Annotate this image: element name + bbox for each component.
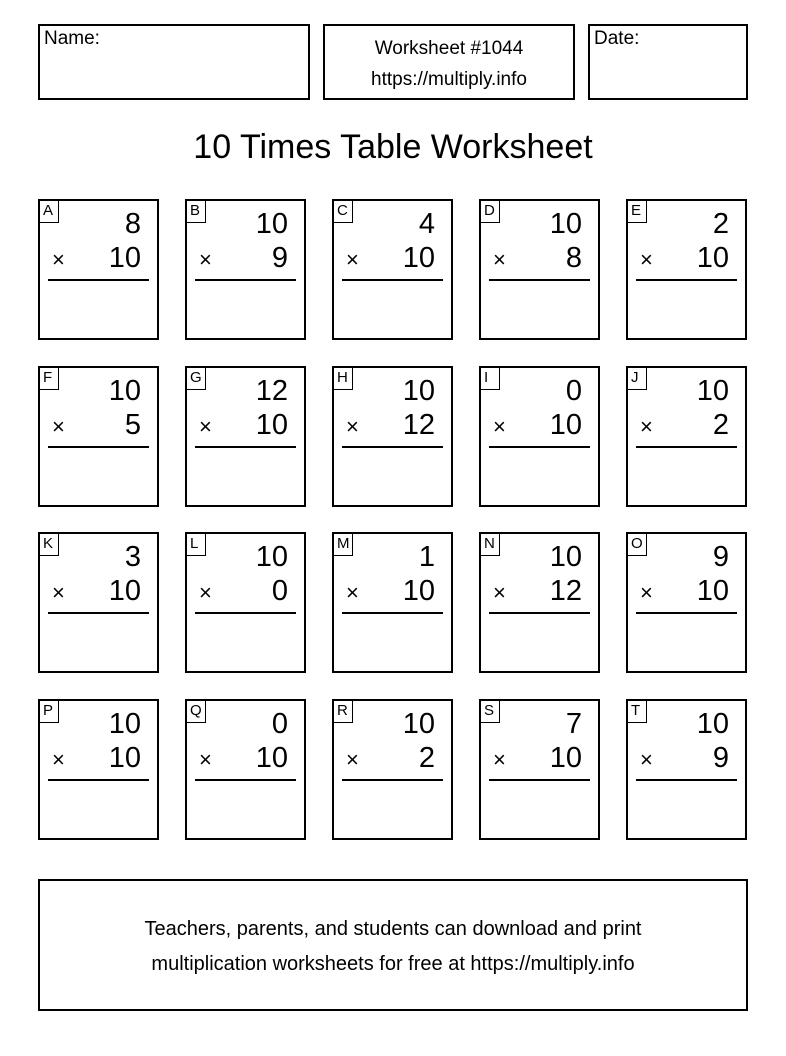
multiplier: 10: [549, 409, 582, 441]
date-label: Date:: [594, 28, 640, 49]
answer-line: [636, 446, 737, 448]
answer-line: [489, 779, 590, 781]
answer-line: [636, 779, 737, 781]
multiplier: 10: [549, 742, 582, 774]
times-sign: ×: [493, 580, 506, 605]
multiplier: 0: [271, 575, 288, 607]
times-sign: ×: [346, 580, 359, 605]
multiplicand: 10: [108, 375, 141, 407]
times-sign: ×: [640, 580, 653, 605]
answer-line: [489, 279, 590, 281]
problem-cell: [38, 532, 159, 673]
times-sign: ×: [640, 247, 653, 272]
multiplicand: 0: [271, 708, 288, 740]
problem-letter: A: [40, 201, 59, 223]
answer-line: [489, 612, 590, 614]
multiplier: 10: [696, 575, 729, 607]
times-sign: ×: [346, 747, 359, 772]
multiplicand: 10: [549, 541, 582, 573]
problem-letter: J: [628, 368, 647, 390]
problem-cell: [332, 199, 453, 340]
problem-letter: P: [40, 701, 59, 723]
multiplicand: 10: [108, 708, 141, 740]
answer-line: [342, 779, 443, 781]
problem-cell: [185, 199, 306, 340]
multiplicand: 10: [549, 208, 582, 240]
problem-cell: [332, 532, 453, 673]
problem-cell: [479, 699, 600, 840]
problem-letter: I: [481, 368, 500, 390]
problem-letter: S: [481, 701, 500, 723]
multiplicand: 10: [696, 375, 729, 407]
times-sign: ×: [199, 247, 212, 272]
answer-line: [48, 446, 149, 448]
times-sign: ×: [640, 414, 653, 439]
answer-line: [489, 446, 590, 448]
multiplicand: 9: [712, 541, 729, 573]
multiplicand: 8: [124, 208, 141, 240]
multiplicand: 10: [696, 708, 729, 740]
times-sign: ×: [52, 747, 65, 772]
times-sign: ×: [52, 247, 65, 272]
footer-box: [38, 879, 748, 1011]
answer-line: [195, 779, 296, 781]
name-label: Name:: [44, 28, 100, 49]
times-sign: ×: [199, 414, 212, 439]
worksheet-id: Worksheet #1044: [374, 38, 524, 59]
times-sign: ×: [493, 747, 506, 772]
problem-cell: [626, 366, 747, 507]
problem-cell: [185, 699, 306, 840]
times-sign: ×: [346, 414, 359, 439]
answer-line: [48, 279, 149, 281]
multiplicand: 12: [255, 375, 288, 407]
multiplier: 2: [418, 742, 435, 774]
multiplier: 12: [549, 575, 582, 607]
problem-letter: T: [628, 701, 647, 723]
problem-letter: K: [40, 534, 59, 556]
times-sign: ×: [52, 414, 65, 439]
multiplicand: 7: [565, 708, 582, 740]
answer-line: [195, 446, 296, 448]
problem-cell: [332, 366, 453, 507]
multiplier: 2: [712, 409, 729, 441]
problem-cell: [38, 199, 159, 340]
answer-line: [195, 279, 296, 281]
problem-cell: [38, 366, 159, 507]
multiplier: 10: [108, 575, 141, 607]
problem-letter: H: [334, 368, 353, 390]
multiplicand: 2: [712, 208, 729, 240]
problem-letter: G: [187, 368, 206, 390]
multiplier: 5: [124, 409, 141, 441]
problem-cell: [185, 532, 306, 673]
times-sign: ×: [493, 414, 506, 439]
problem-cell: [626, 199, 747, 340]
multiplier: 10: [696, 242, 729, 274]
multiplier: 9: [712, 742, 729, 774]
answer-line: [48, 612, 149, 614]
multiplier: 10: [402, 575, 435, 607]
multiplicand: 10: [255, 541, 288, 573]
problem-cell: [479, 366, 600, 507]
problem-letter: M: [334, 534, 353, 556]
times-sign: ×: [199, 747, 212, 772]
answer-line: [48, 779, 149, 781]
problem-letter: E: [628, 201, 647, 223]
problem-cell: [626, 699, 747, 840]
problem-letter: O: [628, 534, 647, 556]
footer-line-2: multiplication worksheets for free at https://multiply.info: [151, 953, 635, 975]
multiplier: 12: [402, 409, 435, 441]
multiplier: 10: [255, 742, 288, 774]
times-sign: ×: [493, 247, 506, 272]
problem-letter: R: [334, 701, 353, 723]
answer-line: [636, 279, 737, 281]
problem-cell: [479, 532, 600, 673]
problem-cell: [38, 699, 159, 840]
problem-letter: Q: [187, 701, 206, 723]
multiplier: 10: [255, 409, 288, 441]
worksheet-url: https://multiply.info: [371, 69, 527, 90]
multiplicand: 3: [124, 541, 141, 573]
multiplier: 10: [108, 242, 141, 274]
answer-line: [342, 279, 443, 281]
problem-cell: [479, 199, 600, 340]
problem-letter: D: [481, 201, 500, 223]
answer-line: [342, 612, 443, 614]
multiplicand: 10: [402, 708, 435, 740]
times-sign: ×: [199, 580, 212, 605]
times-sign: ×: [346, 247, 359, 272]
answer-line: [195, 612, 296, 614]
times-sign: ×: [640, 747, 653, 772]
multiplier: 8: [565, 242, 582, 274]
multiplicand: 0: [565, 375, 582, 407]
problem-letter: L: [187, 534, 206, 556]
times-sign: ×: [52, 580, 65, 605]
multiplicand: 4: [418, 208, 435, 240]
page-title: 10 Times Table Worksheet: [193, 128, 593, 166]
problem-letter: N: [481, 534, 500, 556]
problem-letter: B: [187, 201, 206, 223]
problem-cell: [626, 532, 747, 673]
multiplier: 9: [271, 242, 288, 274]
answer-line: [636, 612, 737, 614]
multiplicand: 10: [402, 375, 435, 407]
footer-line-1: Teachers, parents, and students can download and print: [144, 918, 642, 940]
multiplier: 10: [402, 242, 435, 274]
problem-cell: [332, 699, 453, 840]
problem-letter: F: [40, 368, 59, 390]
multiplier: 10: [108, 742, 141, 774]
answer-line: [342, 446, 443, 448]
problem-letter: C: [334, 201, 353, 223]
multiplicand: 10: [255, 208, 288, 240]
multiplicand: 1: [418, 541, 435, 573]
problem-cell: [185, 366, 306, 507]
